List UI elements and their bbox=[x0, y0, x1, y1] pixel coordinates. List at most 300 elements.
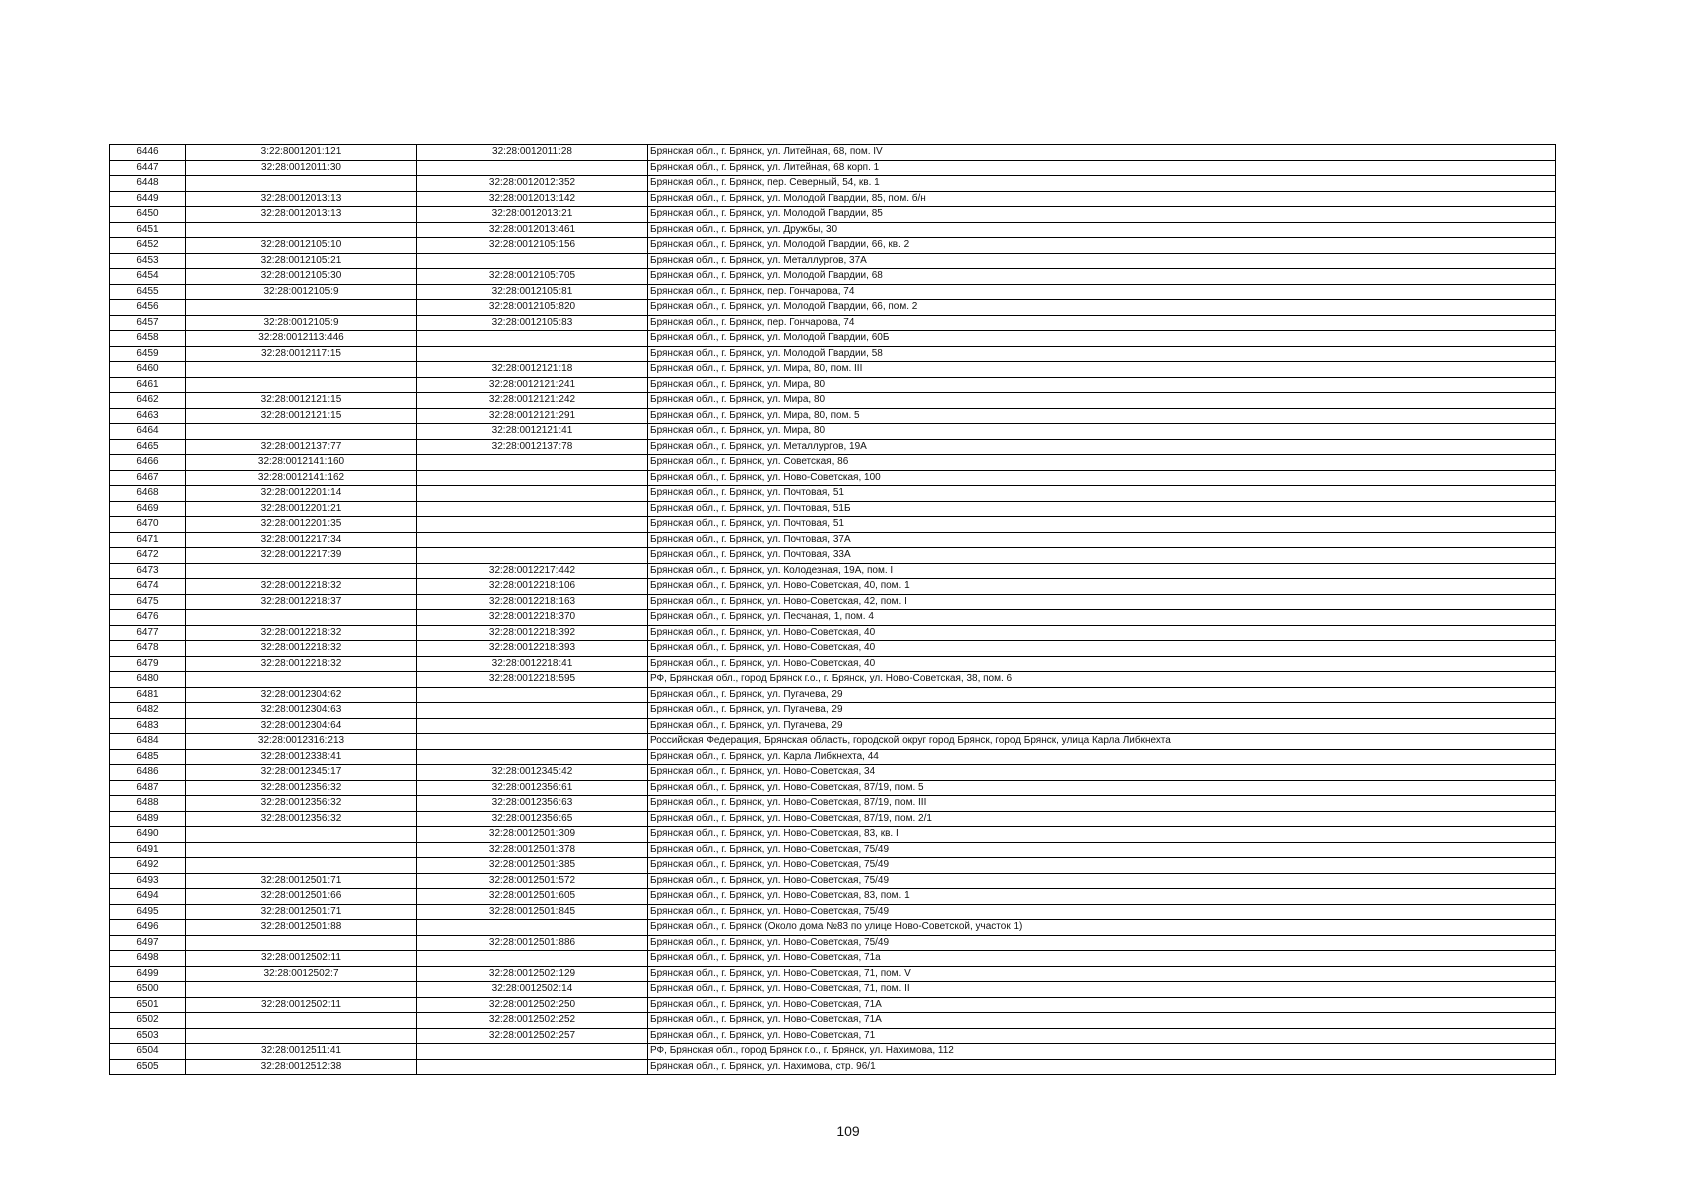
object-number-cell: 32:28:0012501:886 bbox=[417, 935, 648, 951]
object-number-cell bbox=[417, 951, 648, 967]
object-number-cell: 32:28:0012218:163 bbox=[417, 594, 648, 610]
parcel-number-cell: 32:28:0012502:11 bbox=[186, 997, 417, 1013]
object-number-cell bbox=[417, 1059, 648, 1075]
row-number-cell: 6498 bbox=[110, 951, 186, 967]
address-cell: Брянская обл., г. Брянск, ул. Песчаная, 1, пом. 4 bbox=[648, 610, 1556, 626]
address-cell: Брянская обл., г. Брянск, ул. Почтовая, 37А bbox=[648, 532, 1556, 548]
address-cell: Брянская обл., г. Брянск, ул. Молодой Гвардии, 66, пом. 2 bbox=[648, 300, 1556, 316]
parcel-number-cell: 32:28:0012304:64 bbox=[186, 718, 417, 734]
row-number-cell: 6478 bbox=[110, 641, 186, 657]
address-cell: Брянская обл., г. Брянск, ул. Почтовая, 51Б bbox=[648, 501, 1556, 517]
address-cell: Брянская обл., г. Брянск, ул. Ново-Советская, 71, пом. V bbox=[648, 966, 1556, 982]
object-number-cell: 32:28:0012502:129 bbox=[417, 966, 648, 982]
row-number-cell: 6456 bbox=[110, 300, 186, 316]
address-cell: Брянская обл., г. Брянск, ул. Ново-Советская, 71 bbox=[648, 1028, 1556, 1044]
table-row bbox=[110, 1059, 1556, 1075]
address-cell: Брянская обл., г. Брянск, ул. Ново-Советская, 71, пом. II bbox=[648, 982, 1556, 998]
row-number-cell: 6494 bbox=[110, 889, 186, 905]
object-number-cell: 32:28:0012011:28 bbox=[417, 145, 648, 161]
table-row bbox=[110, 176, 1556, 192]
row-number-cell: 6496 bbox=[110, 920, 186, 936]
address-cell: Брянская обл., г. Брянск, ул. Ново-Советская, 34 bbox=[648, 765, 1556, 781]
table-row bbox=[110, 408, 1556, 424]
table-row bbox=[110, 393, 1556, 409]
object-number-cell: 32:28:0012218:370 bbox=[417, 610, 648, 626]
table-row bbox=[110, 300, 1556, 316]
object-number-cell: 32:28:0012121:241 bbox=[417, 377, 648, 393]
table-row bbox=[110, 207, 1556, 223]
row-number-cell: 6505 bbox=[110, 1059, 186, 1075]
table-row bbox=[110, 284, 1556, 300]
row-number-cell: 6501 bbox=[110, 997, 186, 1013]
object-number-cell: 32:28:0012105:705 bbox=[417, 269, 648, 285]
parcel-number-cell bbox=[186, 300, 417, 316]
object-number-cell: 32:28:0012217:442 bbox=[417, 563, 648, 579]
row-number-cell: 6477 bbox=[110, 625, 186, 641]
parcel-number-cell: 32:28:0012218:32 bbox=[186, 656, 417, 672]
row-number-cell: 6483 bbox=[110, 718, 186, 734]
object-number-cell bbox=[417, 687, 648, 703]
table-row bbox=[110, 362, 1556, 378]
row-number-cell: 6504 bbox=[110, 1044, 186, 1060]
object-number-cell: 32:28:0012218:41 bbox=[417, 656, 648, 672]
address-cell: Брянская обл., г. Брянск, ул. Ново-Советская, 87/19, пом. III bbox=[648, 796, 1556, 812]
table-row bbox=[110, 594, 1556, 610]
address-cell: Брянская обл., г. Брянск, ул. Молодой Гвардии, 66, кв. 2 bbox=[648, 238, 1556, 254]
parcel-number-cell: 32:28:0012141:160 bbox=[186, 455, 417, 471]
row-number-cell: 6493 bbox=[110, 873, 186, 889]
address-cell: Брянская обл., г. Брянск, ул. Ново-Советская, 71А bbox=[648, 997, 1556, 1013]
table-row bbox=[110, 238, 1556, 254]
table-row bbox=[110, 160, 1556, 176]
table-row bbox=[110, 563, 1556, 579]
parcel-number-cell bbox=[186, 176, 417, 192]
table-row bbox=[110, 145, 1556, 161]
table-row bbox=[110, 935, 1556, 951]
parcel-number-cell: 32:28:0012105:10 bbox=[186, 238, 417, 254]
parcel-number-cell: 32:28:0012511:41 bbox=[186, 1044, 417, 1060]
row-number-cell: 6462 bbox=[110, 393, 186, 409]
parcel-number-cell: 32:28:0012501:71 bbox=[186, 873, 417, 889]
parcel-number-cell bbox=[186, 610, 417, 626]
object-number-cell bbox=[417, 331, 648, 347]
parcel-number-cell: 32:28:0012105:21 bbox=[186, 253, 417, 269]
row-number-cell: 6475 bbox=[110, 594, 186, 610]
parcel-number-cell: 32:28:0012501:71 bbox=[186, 904, 417, 920]
address-cell: Брянская обл., г. Брянск, ул. Ново-Советская, 71а bbox=[648, 951, 1556, 967]
object-number-cell: 32:28:0012502:252 bbox=[417, 1013, 648, 1029]
object-number-cell: 32:28:0012218:106 bbox=[417, 579, 648, 595]
object-number-cell bbox=[417, 718, 648, 734]
object-number-cell: 32:28:0012121:242 bbox=[417, 393, 648, 409]
object-number-cell: 32:28:0012105:81 bbox=[417, 284, 648, 300]
table-row bbox=[110, 656, 1556, 672]
table-row bbox=[110, 889, 1556, 905]
address-cell: Брянская обл., г. Брянск, ул. Молодой Гвардии, 85 bbox=[648, 207, 1556, 223]
address-cell: Брянская обл., г. Брянск, ул. Ново-Советская, 75/49 bbox=[648, 842, 1556, 858]
table-row bbox=[110, 672, 1556, 688]
row-number-cell: 6472 bbox=[110, 548, 186, 564]
table-row bbox=[110, 982, 1556, 998]
parcel-number-cell: 32:28:0012316:213 bbox=[186, 734, 417, 750]
row-number-cell: 6452 bbox=[110, 238, 186, 254]
row-number-cell: 6500 bbox=[110, 982, 186, 998]
address-cell: Брянская обл., г. Брянск, ул. Металлургов, 37А bbox=[648, 253, 1556, 269]
table-row bbox=[110, 377, 1556, 393]
row-number-cell: 6463 bbox=[110, 408, 186, 424]
row-number-cell: 6447 bbox=[110, 160, 186, 176]
page-number: 109 bbox=[836, 1123, 860, 1139]
parcel-number-cell: 32:28:0012218:32 bbox=[186, 579, 417, 595]
object-number-cell: 32:28:0012345:42 bbox=[417, 765, 648, 781]
row-number-cell: 6487 bbox=[110, 780, 186, 796]
address-cell: Брянская обл., г. Брянск, ул. Молодой Гвардии, 85, пом. б/н bbox=[648, 191, 1556, 207]
table-row bbox=[110, 827, 1556, 843]
table-row bbox=[110, 269, 1556, 285]
parcel-number-cell bbox=[186, 222, 417, 238]
table-row bbox=[110, 749, 1556, 765]
parcel-number-cell bbox=[186, 1028, 417, 1044]
row-number-cell: 6466 bbox=[110, 455, 186, 471]
table-row bbox=[110, 501, 1556, 517]
row-number-cell: 6455 bbox=[110, 284, 186, 300]
row-number-cell: 6460 bbox=[110, 362, 186, 378]
row-number-cell: 6449 bbox=[110, 191, 186, 207]
address-cell: Брянская обл., г. Брянск, ул. Нахимова, стр. 96/1 bbox=[648, 1059, 1556, 1075]
row-number-cell: 6451 bbox=[110, 222, 186, 238]
address-cell: Брянская обл., г. Брянск, ул. Мира, 80 bbox=[648, 393, 1556, 409]
address-cell: Брянская обл., г. Брянск, ул. Ново-Советская, 87/19, пом. 2/1 bbox=[648, 811, 1556, 827]
row-number-cell: 6488 bbox=[110, 796, 186, 812]
table-row bbox=[110, 873, 1556, 889]
table-row bbox=[110, 579, 1556, 595]
parcel-number-cell: 32:28:0012105:9 bbox=[186, 284, 417, 300]
row-number-cell: 6469 bbox=[110, 501, 186, 517]
row-number-cell: 6485 bbox=[110, 749, 186, 765]
address-cell: Брянская обл., г. Брянск, ул. Литейная, 68 корп. 1 bbox=[648, 160, 1556, 176]
parcel-number-cell: 32:28:0012105:9 bbox=[186, 315, 417, 331]
address-cell: Брянская обл., г. Брянск, ул. Почтовая, 51 bbox=[648, 486, 1556, 502]
address-cell: Брянская обл., г. Брянск, ул. Мира, 80, пом. 5 bbox=[648, 408, 1556, 424]
parcel-number-cell bbox=[186, 1013, 417, 1029]
address-cell: Брянская обл., г. Брянск, ул. Ново-Советская, 40 bbox=[648, 656, 1556, 672]
object-number-cell bbox=[417, 920, 648, 936]
object-number-cell: 32:28:0012501:845 bbox=[417, 904, 648, 920]
address-cell: Брянская обл., г. Брянск, ул. Ново-Советская, 100 bbox=[648, 470, 1556, 486]
address-cell: Брянская обл., г. Брянск, ул. Ново-Советская, 40 bbox=[648, 625, 1556, 641]
parcel-number-cell: 32:28:0012304:62 bbox=[186, 687, 417, 703]
object-number-cell: 32:28:0012218:393 bbox=[417, 641, 648, 657]
parcel-number-cell bbox=[186, 424, 417, 440]
row-number-cell: 6474 bbox=[110, 579, 186, 595]
parcel-number-cell: 32:28:0012201:21 bbox=[186, 501, 417, 517]
address-cell: Брянская обл., г. Брянск, ул. Молодой Гвардии, 58 bbox=[648, 346, 1556, 362]
address-cell: Брянская обл., г. Брянск, ул. Ново-Советская, 75/49 bbox=[648, 935, 1556, 951]
object-number-cell: 32:28:0012013:461 bbox=[417, 222, 648, 238]
parcel-number-cell: 3:22:8001201:121 bbox=[186, 145, 417, 161]
object-number-cell: 32:28:0012502:257 bbox=[417, 1028, 648, 1044]
object-number-cell bbox=[417, 486, 648, 502]
table-row bbox=[110, 517, 1556, 533]
table-row bbox=[110, 548, 1556, 564]
parcel-number-cell bbox=[186, 842, 417, 858]
address-cell: Брянская обл., г. Брянск, ул. Карла Либкнехта, 44 bbox=[648, 749, 1556, 765]
object-number-cell: 32:28:0012105:156 bbox=[417, 238, 648, 254]
table-row bbox=[110, 780, 1556, 796]
parcel-number-cell: 32:28:0012218:32 bbox=[186, 641, 417, 657]
address-cell: Брянская обл., г. Брянск (Около дома №83 по улице Ново-Советской, участок 1) bbox=[648, 920, 1556, 936]
object-number-cell: 32:28:0012356:63 bbox=[417, 796, 648, 812]
row-number-cell: 6450 bbox=[110, 207, 186, 223]
parcel-number-cell bbox=[186, 827, 417, 843]
address-cell: Брянская обл., г. Брянск, пер. Гончарова, 74 bbox=[648, 315, 1556, 331]
parcel-number-cell: 32:28:0012137:77 bbox=[186, 439, 417, 455]
table-row bbox=[110, 703, 1556, 719]
object-number-cell: 32:28:0012501:385 bbox=[417, 858, 648, 874]
row-number-cell: 6491 bbox=[110, 842, 186, 858]
object-number-cell bbox=[417, 1044, 648, 1060]
address-cell: Брянская обл., г. Брянск, ул. Ново-Советская, 40 bbox=[648, 641, 1556, 657]
row-number-cell: 6458 bbox=[110, 331, 186, 347]
table-row bbox=[110, 439, 1556, 455]
parcel-number-cell: 32:28:0012105:30 bbox=[186, 269, 417, 285]
object-number-cell: 32:28:0012105:820 bbox=[417, 300, 648, 316]
parcel-number-cell: 32:28:0012501:88 bbox=[186, 920, 417, 936]
parcel-number-cell: 32:28:0012201:14 bbox=[186, 486, 417, 502]
object-number-cell: 32:28:0012013:21 bbox=[417, 207, 648, 223]
address-cell: РФ, Брянская обл., город Брянск г.о., г. Брянск, ул. Ново-Советская, 38, пом. 6 bbox=[648, 672, 1556, 688]
address-cell: Брянская обл., г. Брянск, ул. Ново-Советская, 40, пом. 1 bbox=[648, 579, 1556, 595]
object-number-cell: 32:28:0012501:309 bbox=[417, 827, 648, 843]
parcel-number-cell bbox=[186, 362, 417, 378]
object-number-cell bbox=[417, 470, 648, 486]
object-number-cell bbox=[417, 548, 648, 564]
parcel-number-cell: 32:28:0012502:7 bbox=[186, 966, 417, 982]
parcel-number-cell: 32:28:0012113:446 bbox=[186, 331, 417, 347]
address-cell: Брянская обл., г. Брянск, ул. Дружбы, 30 bbox=[648, 222, 1556, 238]
table-row bbox=[110, 222, 1556, 238]
table-row bbox=[110, 904, 1556, 920]
object-number-cell bbox=[417, 501, 648, 517]
table-row bbox=[110, 997, 1556, 1013]
parcel-number-cell: 32:28:0012356:32 bbox=[186, 811, 417, 827]
address-cell: Брянская обл., г. Брянск, ул. Ново-Советская, 75/49 bbox=[648, 858, 1556, 874]
table-row bbox=[110, 610, 1556, 626]
parcel-number-cell: 32:28:0012356:32 bbox=[186, 796, 417, 812]
row-number-cell: 6467 bbox=[110, 470, 186, 486]
cadastral-table bbox=[109, 144, 1556, 1075]
parcel-number-cell: 32:28:0012013:13 bbox=[186, 207, 417, 223]
object-number-cell: 32:28:0012501:378 bbox=[417, 842, 648, 858]
object-number-cell: 32:28:0012121:291 bbox=[417, 408, 648, 424]
row-number-cell: 6489 bbox=[110, 811, 186, 827]
row-number-cell: 6468 bbox=[110, 486, 186, 502]
address-cell: Российская Федерация, Брянская область, городской округ город Брянск, город Брянск, улица Карла Либкнехта bbox=[648, 734, 1556, 750]
parcel-number-cell: 32:28:0012502:11 bbox=[186, 951, 417, 967]
address-cell: Брянская обл., г. Брянск, ул. Колодезная, 19А, пом. I bbox=[648, 563, 1556, 579]
address-cell: Брянская обл., г. Брянск, ул. Пугачева, 29 bbox=[648, 687, 1556, 703]
object-number-cell: 32:28:0012502:250 bbox=[417, 997, 648, 1013]
address-cell: Брянская обл., г. Брянск, ул. Ново-Советская, 42, пом. I bbox=[648, 594, 1556, 610]
parcel-number-cell: 32:28:0012117:15 bbox=[186, 346, 417, 362]
row-number-cell: 6499 bbox=[110, 966, 186, 982]
object-number-cell bbox=[417, 160, 648, 176]
row-number-cell: 6476 bbox=[110, 610, 186, 626]
parcel-number-cell: 32:28:0012338:41 bbox=[186, 749, 417, 765]
table-row bbox=[110, 811, 1556, 827]
object-number-cell bbox=[417, 455, 648, 471]
object-number-cell: 32:28:0012502:14 bbox=[417, 982, 648, 998]
table-row bbox=[110, 641, 1556, 657]
parcel-number-cell: 32:28:0012201:35 bbox=[186, 517, 417, 533]
row-number-cell: 6503 bbox=[110, 1028, 186, 1044]
row-number-cell: 6473 bbox=[110, 563, 186, 579]
table-row bbox=[110, 765, 1556, 781]
address-cell: Брянская обл., г. Брянск, ул. Советская, 86 bbox=[648, 455, 1556, 471]
parcel-number-cell: 32:28:0012304:63 bbox=[186, 703, 417, 719]
object-number-cell: 32:28:0012105:83 bbox=[417, 315, 648, 331]
parcel-number-cell bbox=[186, 563, 417, 579]
row-number-cell: 6484 bbox=[110, 734, 186, 750]
table-row bbox=[110, 1044, 1556, 1060]
parcel-number-cell: 32:28:0012013:13 bbox=[186, 191, 417, 207]
object-number-cell: 32:28:0012218:392 bbox=[417, 625, 648, 641]
parcel-number-cell: 32:28:0012121:15 bbox=[186, 408, 417, 424]
address-cell: Брянская обл., г. Брянск, ул. Металлургов, 19А bbox=[648, 439, 1556, 455]
row-number-cell: 6454 bbox=[110, 269, 186, 285]
object-number-cell: 32:28:0012012:352 bbox=[417, 176, 648, 192]
object-number-cell bbox=[417, 749, 648, 765]
address-cell: Брянская обл., г. Брянск, пер. Северный, 54, кв. 1 bbox=[648, 176, 1556, 192]
object-number-cell: 32:28:0012121:41 bbox=[417, 424, 648, 440]
object-number-cell: 32:28:0012356:61 bbox=[417, 780, 648, 796]
table-row bbox=[110, 486, 1556, 502]
parcel-number-cell: 32:28:0012217:34 bbox=[186, 532, 417, 548]
address-cell: Брянская обл., г. Брянск, ул. Почтовая, 33А bbox=[648, 548, 1556, 564]
parcel-number-cell: 32:28:0012141:162 bbox=[186, 470, 417, 486]
row-number-cell: 6470 bbox=[110, 517, 186, 533]
address-cell: Брянская обл., г. Брянск, ул. Ново-Советская, 71А bbox=[648, 1013, 1556, 1029]
address-cell: Брянская обл., г. Брянск, ул. Молодой Гвардии, 68 bbox=[648, 269, 1556, 285]
table-row bbox=[110, 796, 1556, 812]
table-row bbox=[110, 455, 1556, 471]
parcel-number-cell bbox=[186, 858, 417, 874]
object-number-cell: 32:28:0012501:605 bbox=[417, 889, 648, 905]
table-row bbox=[110, 1013, 1556, 1029]
table-row bbox=[110, 424, 1556, 440]
object-number-cell: 32:28:0012137:78 bbox=[417, 439, 648, 455]
parcel-number-cell: 32:28:0012512:38 bbox=[186, 1059, 417, 1075]
table-row bbox=[110, 718, 1556, 734]
address-cell: Брянская обл., г. Брянск, ул. Пугачева, 29 bbox=[648, 703, 1556, 719]
row-number-cell: 6479 bbox=[110, 656, 186, 672]
row-number-cell: 6497 bbox=[110, 935, 186, 951]
row-number-cell: 6486 bbox=[110, 765, 186, 781]
object-number-cell: 32:28:0012501:572 bbox=[417, 873, 648, 889]
address-cell: Брянская обл., г. Брянск, ул. Мира, 80 bbox=[648, 424, 1556, 440]
object-number-cell bbox=[417, 703, 648, 719]
address-cell: Брянская обл., г. Брянск, ул. Ново-Советская, 75/49 bbox=[648, 873, 1556, 889]
object-number-cell: 32:28:0012121:18 bbox=[417, 362, 648, 378]
row-number-cell: 6453 bbox=[110, 253, 186, 269]
table-row bbox=[110, 253, 1556, 269]
address-cell: Брянская обл., г. Брянск, ул. Ново-Советская, 87/19, пом. 5 bbox=[648, 780, 1556, 796]
parcel-number-cell: 32:28:0012217:39 bbox=[186, 548, 417, 564]
row-number-cell: 6446 bbox=[110, 145, 186, 161]
row-number-cell: 6457 bbox=[110, 315, 186, 331]
table-row bbox=[110, 966, 1556, 982]
row-number-cell: 6471 bbox=[110, 532, 186, 548]
parcel-number-cell: 32:28:0012218:37 bbox=[186, 594, 417, 610]
row-number-cell: 6490 bbox=[110, 827, 186, 843]
row-number-cell: 6502 bbox=[110, 1013, 186, 1029]
table-body bbox=[110, 145, 1556, 1075]
table-row bbox=[110, 315, 1556, 331]
row-number-cell: 6448 bbox=[110, 176, 186, 192]
address-cell: Брянская обл., г. Брянск, ул. Почтовая, 51 bbox=[648, 517, 1556, 533]
address-cell: Брянская обл., г. Брянск, пер. Гончарова, 74 bbox=[648, 284, 1556, 300]
row-number-cell: 6492 bbox=[110, 858, 186, 874]
object-number-cell: 32:28:0012218:595 bbox=[417, 672, 648, 688]
row-number-cell: 6482 bbox=[110, 703, 186, 719]
object-number-cell bbox=[417, 734, 648, 750]
object-number-cell bbox=[417, 532, 648, 548]
object-number-cell bbox=[417, 346, 648, 362]
table-row bbox=[110, 687, 1556, 703]
address-cell: Брянская обл., г. Брянск, ул. Мира, 80 bbox=[648, 377, 1556, 393]
table-row bbox=[110, 470, 1556, 486]
parcel-number-cell: 32:28:0012121:15 bbox=[186, 393, 417, 409]
table-row bbox=[110, 625, 1556, 641]
parcel-number-cell: 32:28:0012356:32 bbox=[186, 780, 417, 796]
parcel-number-cell bbox=[186, 377, 417, 393]
row-number-cell: 6495 bbox=[110, 904, 186, 920]
object-number-cell: 32:28:0012356:65 bbox=[417, 811, 648, 827]
table-row bbox=[110, 734, 1556, 750]
table-row bbox=[110, 920, 1556, 936]
address-cell: Брянская обл., г. Брянск, ул. Ново-Советская, 75/49 bbox=[648, 904, 1556, 920]
parcel-number-cell: 32:28:0012501:66 bbox=[186, 889, 417, 905]
address-cell: Брянская обл., г. Брянск, ул. Ново-Советская, 83, кв. I bbox=[648, 827, 1556, 843]
address-cell: Брянская обл., г. Брянск, ул. Ново-Советская, 83, пом. 1 bbox=[648, 889, 1556, 905]
parcel-number-cell bbox=[186, 935, 417, 951]
table-row bbox=[110, 331, 1556, 347]
parcel-number-cell: 32:28:0012218:32 bbox=[186, 625, 417, 641]
row-number-cell: 6464 bbox=[110, 424, 186, 440]
parcel-number-cell: 32:28:0012345:17 bbox=[186, 765, 417, 781]
row-number-cell: 6480 bbox=[110, 672, 186, 688]
table-row bbox=[110, 346, 1556, 362]
address-cell: Брянская обл., г. Брянск, ул. Литейная, 68, пом. IV bbox=[648, 145, 1556, 161]
row-number-cell: 6465 bbox=[110, 439, 186, 455]
address-cell: Брянская обл., г. Брянск, ул. Пугачева, 29 bbox=[648, 718, 1556, 734]
table-row bbox=[110, 951, 1556, 967]
row-number-cell: 6459 bbox=[110, 346, 186, 362]
table-row bbox=[110, 1028, 1556, 1044]
table-row bbox=[110, 532, 1556, 548]
object-number-cell bbox=[417, 517, 648, 533]
row-number-cell: 6481 bbox=[110, 687, 186, 703]
table-row bbox=[110, 842, 1556, 858]
object-number-cell: 32:28:0012013:142 bbox=[417, 191, 648, 207]
parcel-number-cell: 32:28:0012011:30 bbox=[186, 160, 417, 176]
table-row bbox=[110, 858, 1556, 874]
address-cell: Брянская обл., г. Брянск, ул. Молодой Гвардии, 60Б bbox=[648, 331, 1556, 347]
row-number-cell: 6461 bbox=[110, 377, 186, 393]
address-cell: РФ, Брянская обл., город Брянск г.о., г. Брянск, ул. Нахимова, 112 bbox=[648, 1044, 1556, 1060]
table-row bbox=[110, 191, 1556, 207]
parcel-number-cell bbox=[186, 982, 417, 998]
